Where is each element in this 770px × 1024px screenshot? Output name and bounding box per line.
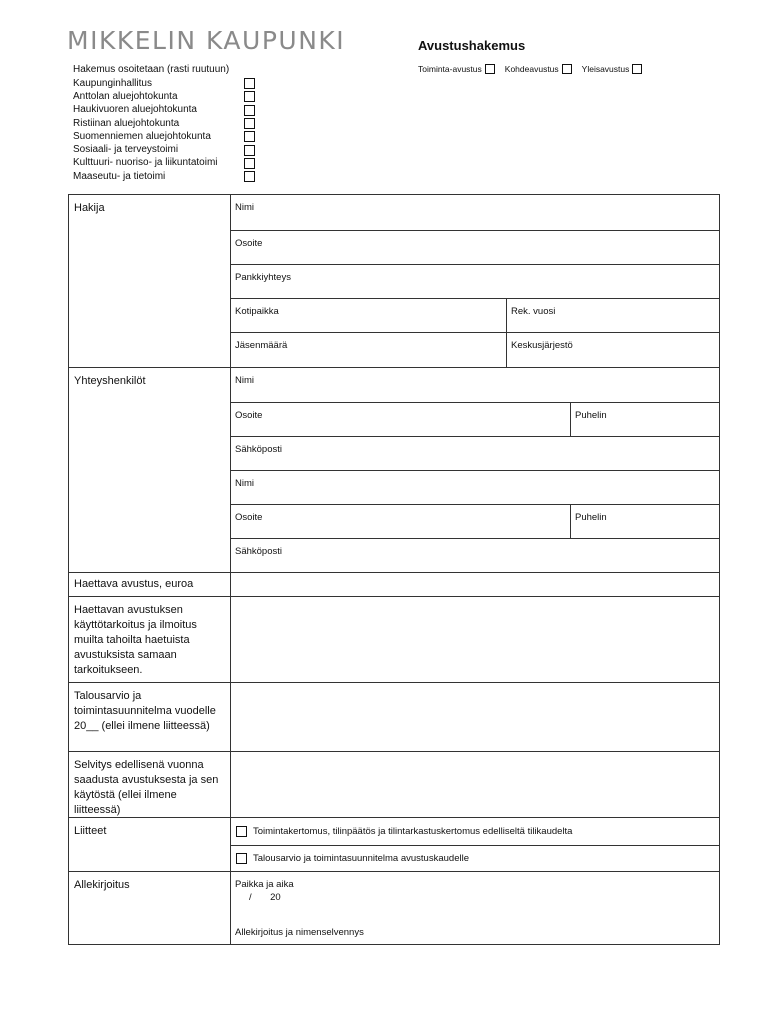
- amount-label: Haettava avustus, euroa: [69, 573, 231, 596]
- recipient-heading: Hakemus osoitetaan (rasti ruutuun): [73, 64, 230, 75]
- report-field[interactable]: [231, 752, 719, 817]
- budget-section: [69, 682, 719, 751]
- contact2-email-field[interactable]: Sähköposti: [235, 546, 283, 557]
- applicant-reg-year-field[interactable]: Rek. vuosi: [506, 299, 719, 332]
- report-label: Selvitys edellisenä vuonna saadusta avustuksesta ja sen käytöstä (ellei ilmene liitteessä): [69, 752, 231, 817]
- recipient-row: [73, 170, 255, 183]
- recipient-row: [73, 117, 255, 130]
- contact2-phone-field[interactable]: Puhelin: [570, 505, 719, 538]
- recipient-label: Anttolan aluejohtokunta: [73, 90, 178, 102]
- recipient-checkbox[interactable]: [244, 171, 255, 182]
- grant-type-yleis: [582, 64, 643, 74]
- recipient-label: Ristiinan aluejohtokunta: [73, 117, 180, 129]
- form-title: Avustushakemus: [418, 38, 526, 53]
- contact1-address-field[interactable]: Osoite: [235, 410, 263, 421]
- date-template: / 20: [249, 892, 281, 903]
- attachment-label: Talousarvio ja toimintasuunnitelma avustuskaudelle: [253, 853, 469, 864]
- amount-section: [69, 572, 719, 596]
- purpose-field[interactable]: [231, 597, 719, 682]
- report-section: [69, 751, 719, 817]
- contacts-section: [69, 367, 719, 572]
- applicant-label: Hakija: [69, 195, 231, 367]
- grant-type-kohde: [505, 64, 572, 74]
- recipient-checkbox[interactable]: [244, 91, 255, 102]
- attachment-checkbox[interactable]: [236, 853, 247, 864]
- grant-type-options: [418, 64, 642, 74]
- contact2-address-field[interactable]: Osoite: [235, 512, 263, 523]
- contact2-name-field[interactable]: Nimi: [235, 478, 254, 489]
- purpose-section: [69, 596, 719, 682]
- purpose-label: Haettavan avustuksen käyttötarkoitus ja ilmoitus muilta tahoilta haetuista avustuksista samaan tarkoitukseen.: [69, 597, 231, 682]
- grant-type-label: Yleisavustus: [581, 64, 630, 74]
- recipient-row: [73, 143, 255, 156]
- applicant-section: [69, 195, 719, 367]
- recipient-label: Sosiaali- ja terveystoimi: [73, 144, 179, 156]
- recipient-list: [73, 64, 255, 183]
- budget-field[interactable]: [231, 683, 719, 751]
- recipient-checkbox[interactable]: [244, 78, 255, 89]
- attachment-checkbox[interactable]: [236, 826, 247, 837]
- recipient-label: Suomenniemen aluejohtokunta: [73, 130, 211, 142]
- recipient-label: Maaseutu- ja tietoimi: [73, 170, 166, 182]
- contact1-email-field[interactable]: Sähköposti: [235, 444, 283, 455]
- place-date-label: Paikka ja aika: [235, 879, 294, 890]
- application-form: [68, 194, 720, 945]
- attachment-label: Toimintakertomus, tilinpäätös ja tilintarkastuskertomus edelliseltä tilikaudelta: [253, 826, 573, 837]
- grant-type-checkbox[interactable]: [562, 64, 572, 74]
- recipient-row: [73, 130, 255, 143]
- recipient-row: [73, 104, 255, 117]
- attachments-label: Liitteet: [69, 818, 231, 871]
- recipient-row: [73, 90, 255, 103]
- amount-field[interactable]: [231, 573, 719, 596]
- grant-type-toiminta: [418, 64, 495, 74]
- recipient-label: Kaupunginhallitus: [73, 77, 152, 89]
- recipient-checkbox[interactable]: [244, 158, 255, 169]
- attachment-row: [231, 845, 719, 871]
- recipient-row: [73, 157, 255, 170]
- grant-type-checkbox[interactable]: [632, 64, 642, 74]
- recipient-label: Haukivuoren aluejohtokunta: [73, 104, 197, 116]
- recipient-checkbox[interactable]: [244, 131, 255, 142]
- signature-field[interactable]: [231, 872, 719, 944]
- city-logo: MIKKELIN KAUPUNKI: [67, 26, 346, 55]
- contact1-phone-field[interactable]: Puhelin: [570, 403, 719, 436]
- recipient-row: [73, 77, 255, 90]
- recipient-checkbox[interactable]: [244, 118, 255, 129]
- applicant-bank-field[interactable]: Pankkiyhteys: [235, 272, 291, 283]
- attachment-row: [231, 818, 719, 845]
- contact1-name-field[interactable]: Nimi: [235, 375, 254, 386]
- recipient-checkbox[interactable]: [244, 145, 255, 156]
- recipient-label: Kulttuuri- nuoriso- ja liikuntatoimi: [73, 157, 218, 169]
- signature-label: Allekirjoitus: [69, 872, 231, 944]
- applicant-address-field[interactable]: Osoite: [235, 238, 263, 249]
- contacts-label: Yhteyshenkilöt: [69, 368, 231, 572]
- applicant-central-org-field[interactable]: Keskusjärjestö: [506, 333, 719, 367]
- applicant-members-field[interactable]: Jäsenmäärä: [235, 340, 288, 351]
- grant-type-label: Toiminta-avustus: [418, 64, 482, 74]
- attachments-section: [69, 817, 719, 871]
- budget-label: Talousarvio ja toimintasuunnitelma vuodelle 20__ (ellei ilmene liitteessä): [69, 683, 231, 751]
- applicant-name-field[interactable]: Nimi: [235, 202, 254, 213]
- signature-section: [69, 871, 719, 944]
- applicant-hometown-field[interactable]: Kotipaikka: [235, 306, 279, 317]
- grant-type-checkbox[interactable]: [485, 64, 495, 74]
- recipient-checkbox[interactable]: [244, 105, 255, 116]
- grant-type-label: Kohdeavustus: [504, 64, 559, 74]
- signature-caption: Allekirjoitus ja nimenselvennys: [235, 927, 364, 938]
